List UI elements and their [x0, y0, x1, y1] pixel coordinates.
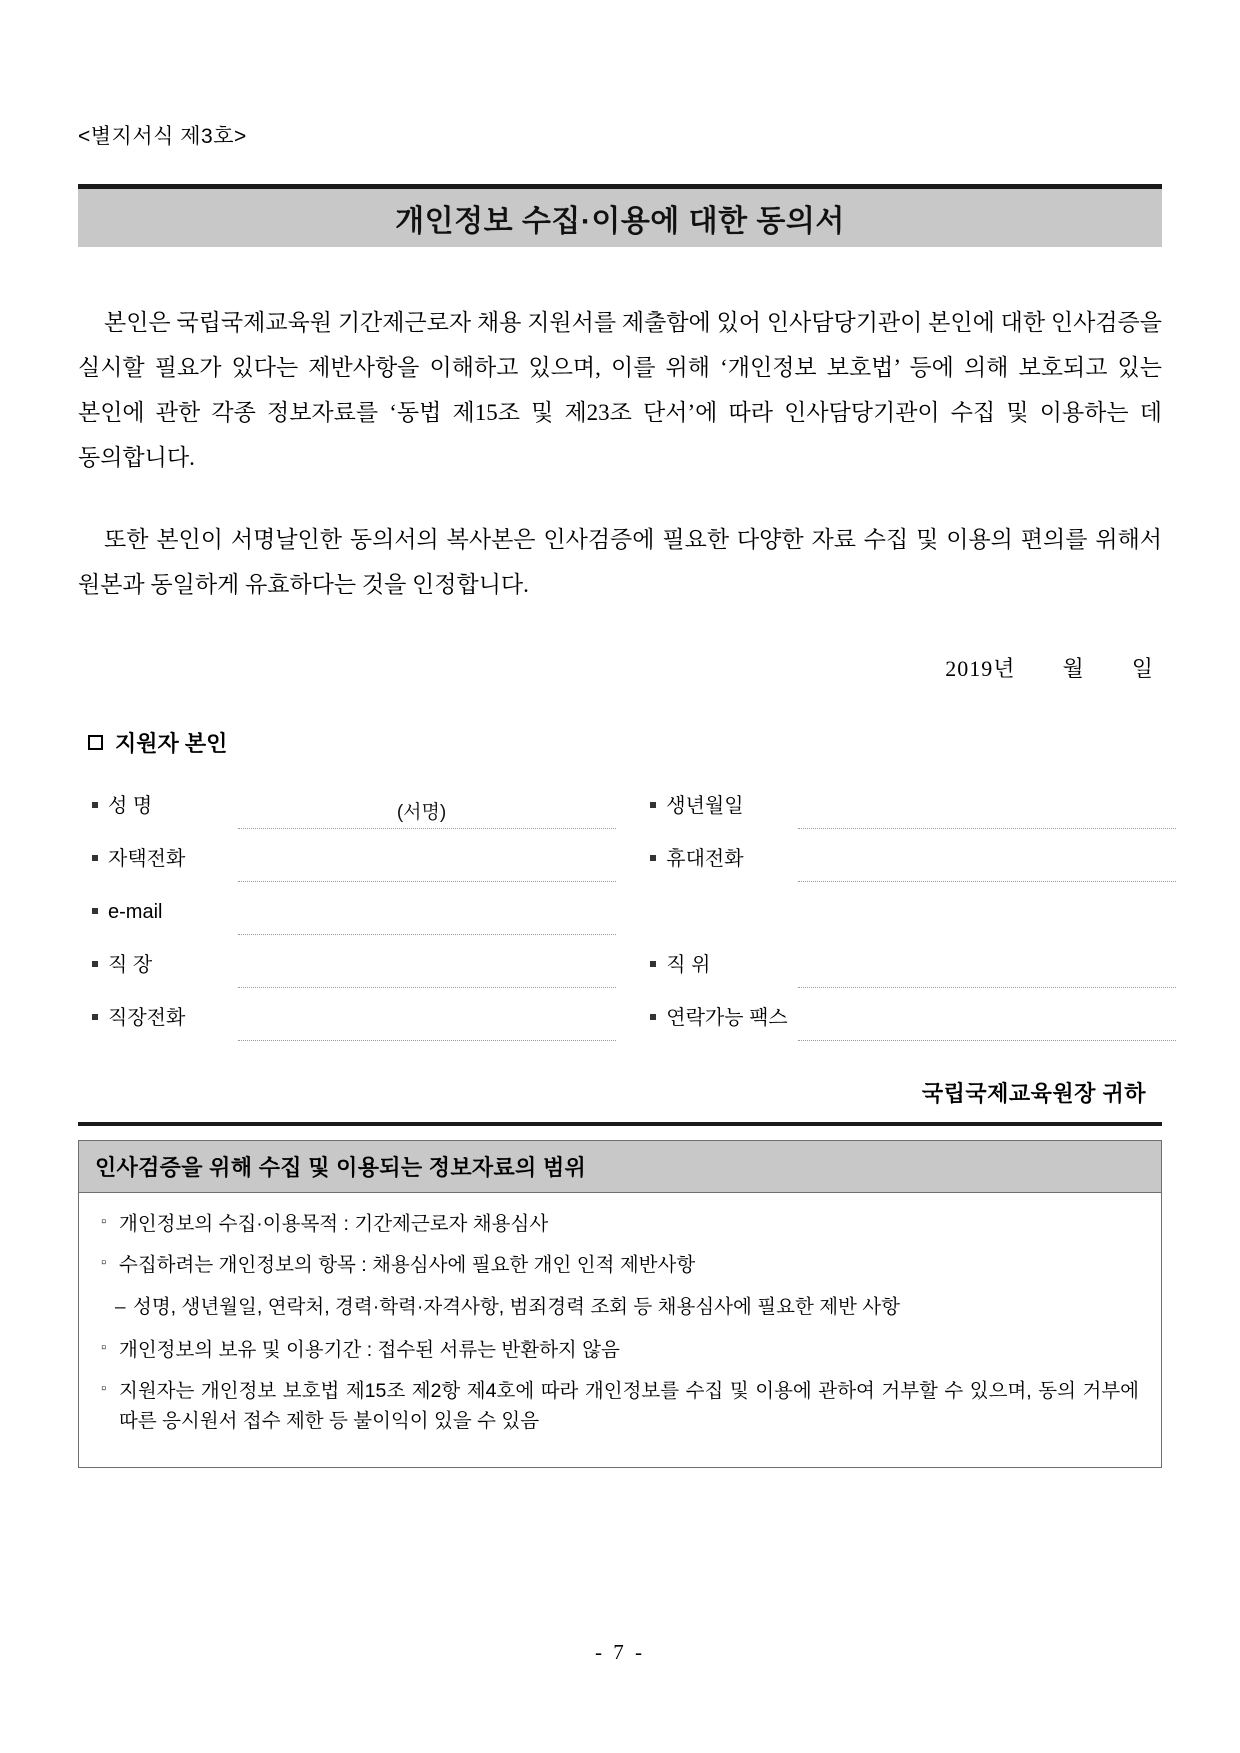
date-day: 일: [1131, 656, 1154, 682]
bullet-icon: [650, 961, 656, 967]
date-line: [78, 652, 1154, 683]
bullet-icon: [92, 961, 98, 967]
bullet-icon: [92, 855, 98, 861]
list-item-text: 성명, 생년월일, 연락처, 경력·학력·자격사항, 범죄경력 조회 등 채용심사에 필요한 제반 사항: [133, 1295, 900, 1318]
field-input-workplace[interactable]: [238, 935, 616, 988]
field-label-position: 직 위: [650, 935, 797, 988]
bullet-icon: [92, 1014, 98, 1020]
field-input-position[interactable]: [798, 935, 1176, 988]
scope-box: [78, 1140, 1162, 1468]
page-title: 개인정보 수집·이용에 대한 동의서: [395, 205, 845, 238]
list-item-text: 개인정보의 수집·이용목적 : 기간제근로자 채용심사: [119, 1213, 549, 1236]
bullet-icon: [92, 802, 98, 808]
list-item: [101, 1250, 1139, 1280]
form-number: <별지서식 제3호>: [78, 125, 247, 148]
table-row: [92, 935, 1176, 988]
field-label-work-phone: 직장전화: [92, 988, 238, 1041]
list-marker-icon: ▫: [101, 1213, 107, 1231]
applicant-section-heading: [88, 727, 1162, 758]
field-label-name: 성 명: [92, 776, 238, 829]
bullet-icon: [650, 802, 656, 808]
field-label-mobile-phone: 휴대전화: [650, 829, 797, 882]
list-item-text: 개인정보의 보유 및 이용기간 : 접수된 서류는 반환하지 않음: [119, 1338, 620, 1361]
table-row: [92, 776, 1176, 829]
list-item-text: 지원자는 개인정보 보호법 제15조 제2항 제4호에 따라 개인정보를 수집 및 이용에 관하여 거부할 수 있으며, 동의 거부에 따른 응시원서 접수 제한 등 불이익이 있을 수 있음: [119, 1380, 1139, 1433]
field-input-mobile-phone[interactable]: [798, 829, 1176, 882]
list-item-text: 수집하려는 개인정보의 항목 : 채용심사에 필요한 개인 인적 제반사항: [119, 1254, 696, 1277]
field-label-email: e-mail: [92, 882, 238, 935]
field-input-birthdate[interactable]: [798, 776, 1176, 829]
field-label-birthdate: 생년월일: [650, 776, 797, 829]
field-input-work-phone[interactable]: [238, 988, 616, 1041]
scope-section: [78, 1122, 1162, 1468]
consent-paragraph-1: 본인은 국립국제교육원 기간제근로자 채용 지원서를 제출함에 있어 인사담당기관이 본인에 대한 인사검증을 실시할 필요가 있다는 제반사항을 이해하고 있으며, 이를 위해 ‘개인정보 보호법’ 등에 의해 보호되고 있는 본인에 관한 각종 정보자료를 ‘동법 제15조 및 제23조 단서’에 따라 인사담당기관이 수집 및 이용하는 데 동의합니다.: [78, 310, 1162, 470]
scope-body: [79, 1193, 1161, 1467]
document-title-band: [78, 184, 1162, 247]
field-label-fax: 연락가능 팩스: [650, 988, 797, 1041]
bullet-icon: [650, 1014, 656, 1020]
list-marker-icon: ▫: [101, 1338, 107, 1356]
list-item: [101, 1209, 1139, 1239]
table-row: [92, 882, 1176, 935]
date-month: 월: [1062, 656, 1085, 682]
list-item: [101, 1292, 1139, 1324]
field-label-empty: [650, 882, 797, 935]
list-marker-icon: ▫: [101, 1254, 107, 1272]
applicant-heading-label: 지원자 본인: [115, 731, 228, 757]
date-year: 2019년: [945, 656, 1016, 682]
field-input-fax[interactable]: [798, 988, 1176, 1041]
dash-marker-icon: –: [115, 1296, 126, 1318]
field-input-email[interactable]: [238, 882, 616, 935]
list-item: [101, 1335, 1139, 1365]
bullet-icon: [92, 908, 98, 914]
field-label-home-phone: 자택전화: [92, 829, 238, 882]
applicant-fields-table: [92, 776, 1176, 1041]
table-row: [92, 829, 1176, 882]
scope-heading: 인사검증을 위해 수집 및 이용되는 정보자료의 범위: [79, 1141, 1161, 1193]
checkbox-square-icon: [88, 735, 103, 750]
field-label-workplace: 직 장: [92, 935, 238, 988]
list-item: [101, 1376, 1139, 1436]
bullet-icon: [650, 855, 656, 861]
recipient-line: 국립국제교육원장 귀하: [921, 1081, 1146, 1107]
list-marker-icon: ▫: [101, 1380, 107, 1398]
field-input-name[interactable]: [238, 776, 616, 829]
field-spacer: [798, 882, 1176, 935]
consent-paragraph-2: 또한 본인이 서명날인한 동의서의 복사본은 인사검증에 필요한 다양한 자료 수집 및 이용의 편의를 위해서 원본과 동일하게 유효하다는 것을 인정합니다.: [78, 527, 1162, 598]
signature-note: (서명): [396, 802, 447, 824]
field-input-home-phone[interactable]: [238, 829, 616, 882]
table-row: [92, 988, 1176, 1041]
page-number: - 7 -: [595, 1640, 645, 1664]
